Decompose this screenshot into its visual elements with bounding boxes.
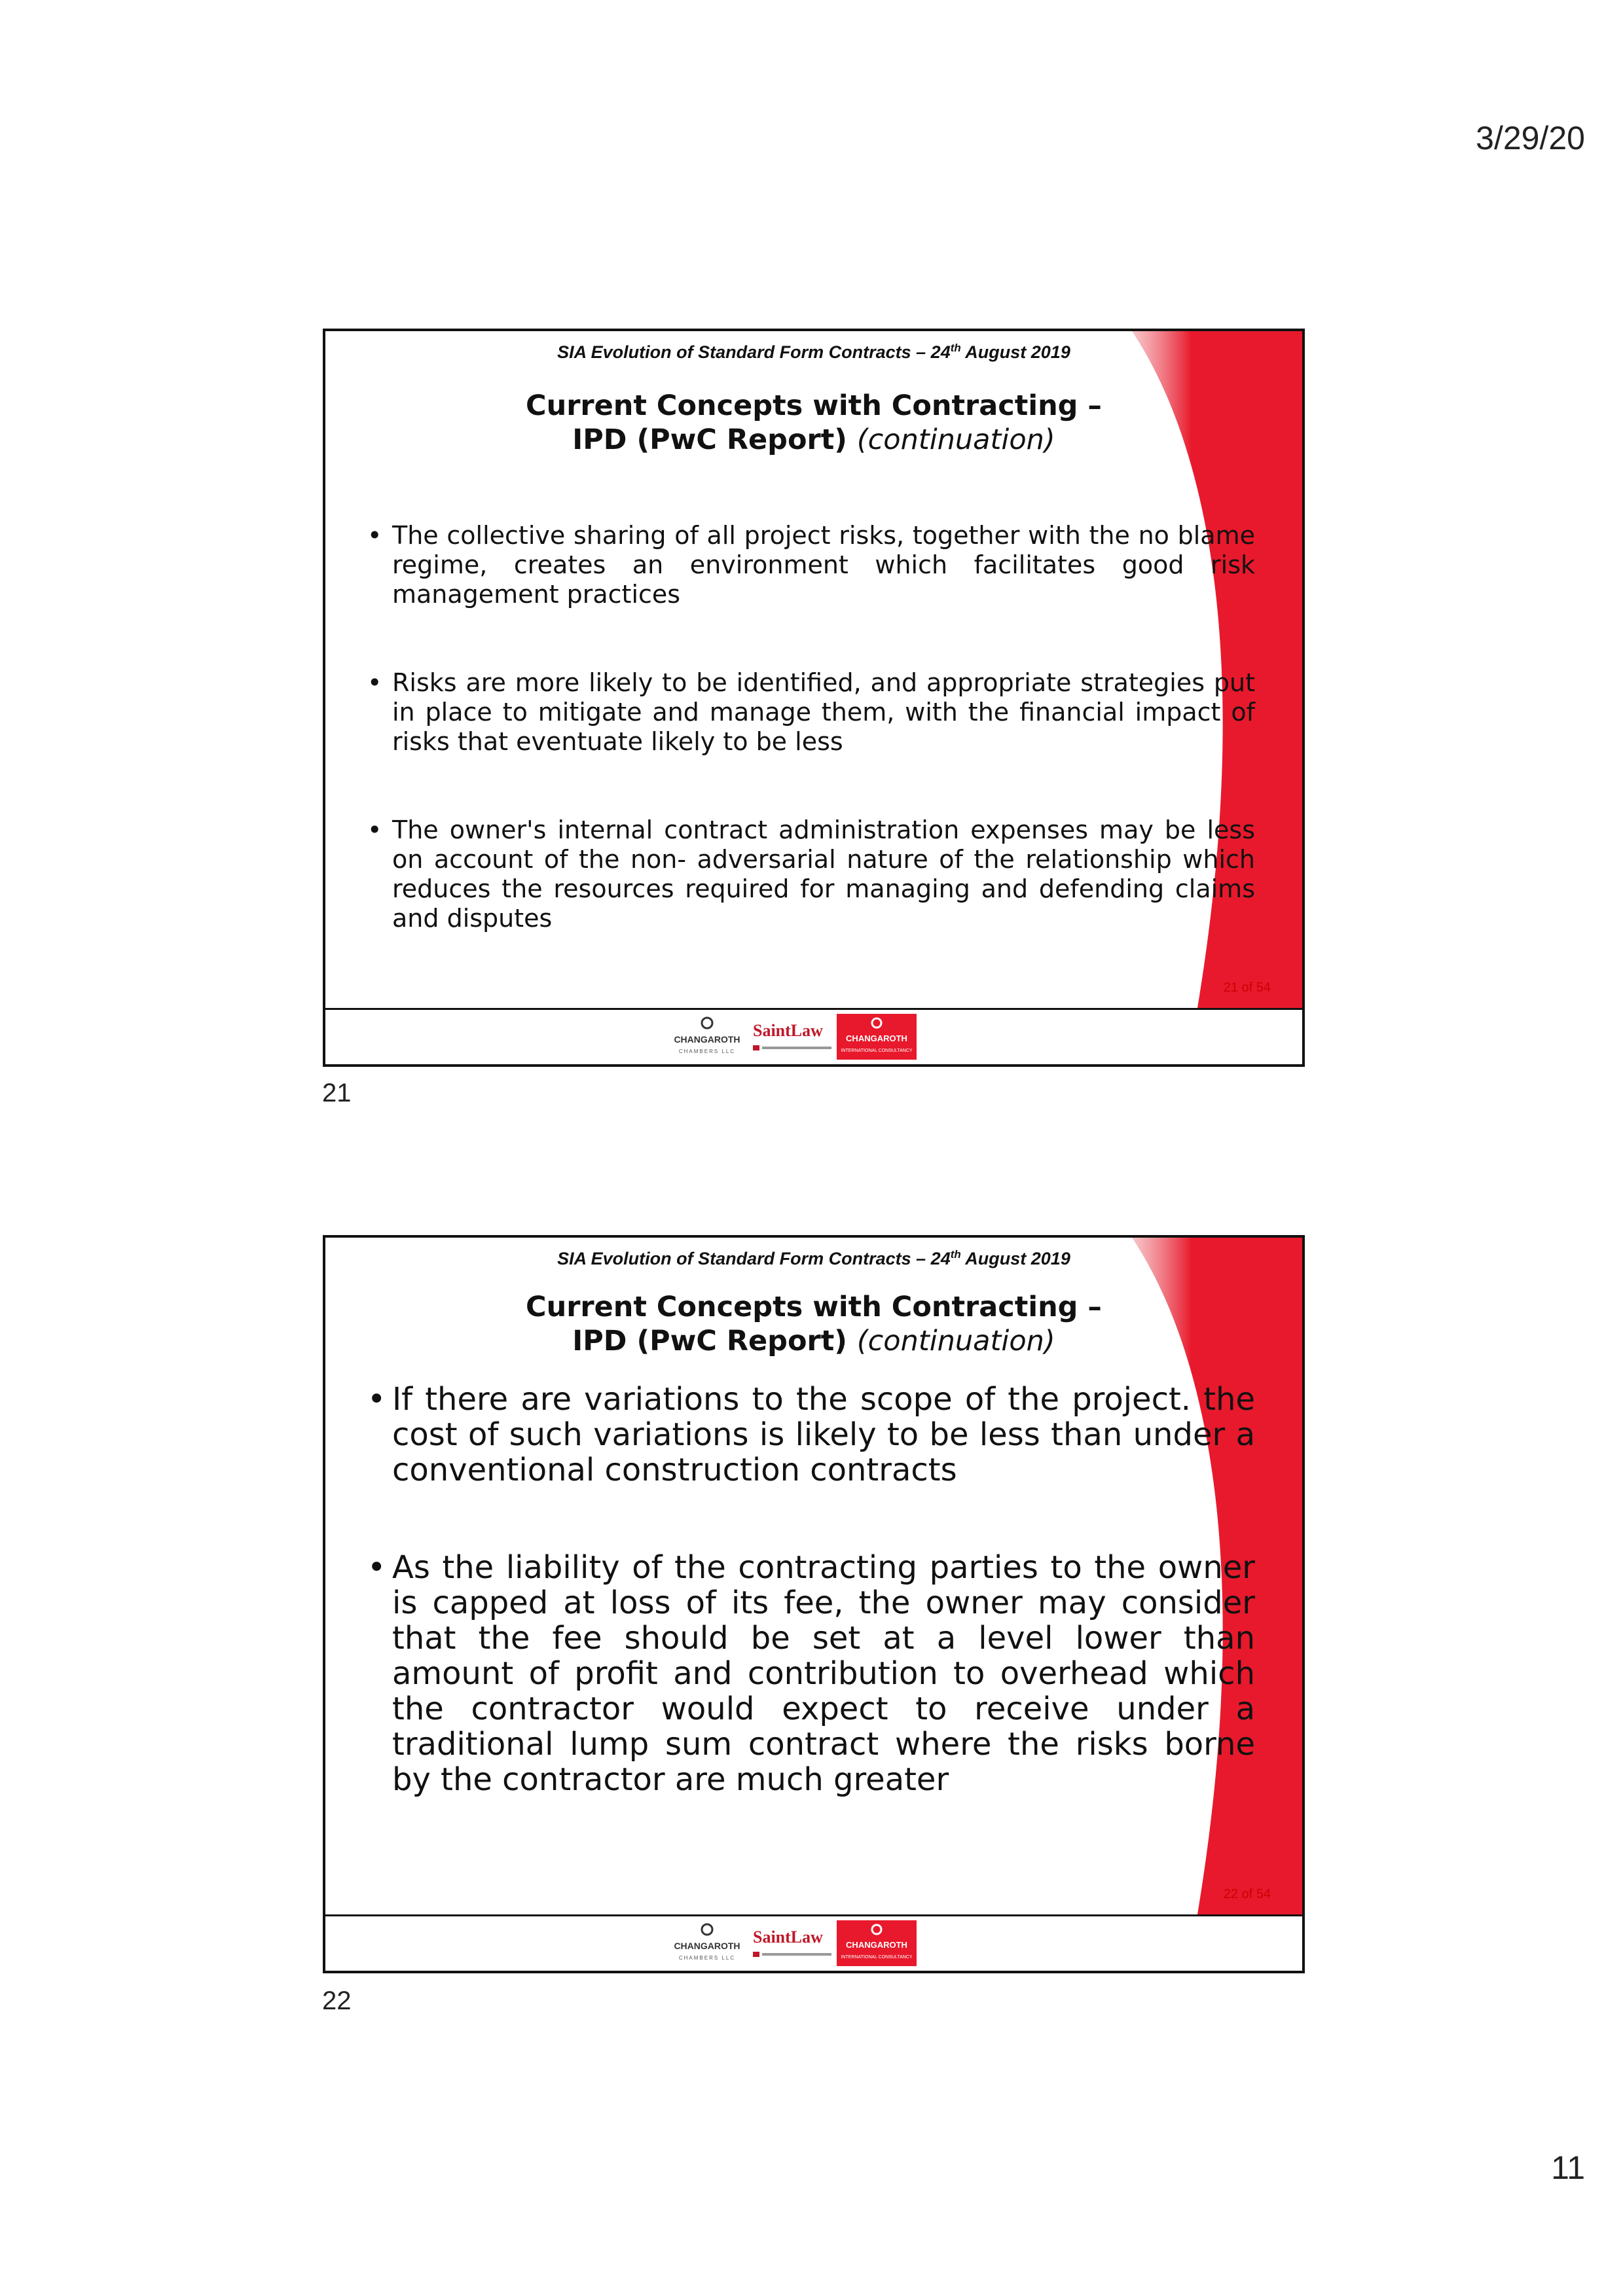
slide-counter: 22 of 54 [1223, 1887, 1271, 1901]
saintlaw-logo [753, 1021, 831, 1050]
bullet-list [367, 521, 1255, 992]
changaroth-chambers-logo [668, 1920, 746, 1966]
footer-logos [668, 1014, 917, 1060]
svg-text:SaintLaw: SaintLaw [753, 1021, 823, 1040]
footer-divider [325, 1008, 1302, 1010]
slide-21 [323, 329, 1305, 1067]
changaroth-international-logo [837, 1014, 917, 1060]
slide-counter: 21 of 54 [1223, 980, 1271, 995]
conference-title: SIA Evolution of Standard Form Contracts – 24th August 2019 [557, 1248, 1070, 1268]
changaroth-chambers-logo [668, 1014, 746, 1060]
changaroth-international-logo [837, 1920, 917, 1966]
svg-text:CHAMBERS LLC: CHAMBERS LLC [678, 1049, 736, 1054]
slide-title: Current Concepts with Contracting – IPD (PwC Report) (continuation) [526, 1291, 1102, 1357]
bullet-item: • If there are variations to the scope of the project. the cost of such variations is likely to be less than under a conventional construction contracts [367, 1381, 1255, 1488]
bullet-item: • Risks are more likely to be identified, and appropriate strategies put in place to mitigate and manage them, with the financial impact of risks that eventuate likely to be less [367, 668, 1255, 756]
page-number: 11 [1551, 2149, 1585, 2186]
bullet-list [367, 1382, 1255, 1859]
slide-caption: 21 [322, 1079, 352, 1107]
svg-text:CHANGAROTH: CHANGAROTH [846, 1033, 907, 1043]
svg-text:SaintLaw: SaintLaw [753, 1928, 823, 1946]
svg-text:INTERNATIONAL CONSULTANCY: INTERNATIONAL CONSULTANCY [841, 1049, 913, 1053]
saintlaw-logo [753, 1928, 831, 1957]
svg-text:CHAMBERS LLC: CHAMBERS LLC [678, 1955, 736, 1961]
slide-title: Current Concepts with Contracting – IPD (PwC Report) (continuation) [526, 389, 1102, 456]
page-date: 3/29/20 [1476, 120, 1585, 156]
footer-divider [325, 1914, 1302, 1916]
svg-text:CHANGAROTH: CHANGAROTH [674, 1941, 740, 1951]
footer-logos [668, 1920, 917, 1966]
bullet-item: • The owner's internal contract administration expenses may be less on account of the non- adversarial nature of the relationship which reduces the resources required for managing and defending claims and disputes [367, 816, 1255, 933]
slide-22 [323, 1235, 1305, 1973]
svg-text:CHANGAROTH: CHANGAROTH [674, 1034, 740, 1045]
slide-caption: 22 [322, 1986, 352, 2015]
svg-text:CHANGAROTH: CHANGAROTH [846, 1940, 907, 1950]
conference-title: SIA Evolution of Standard Form Contracts – 24th August 2019 [557, 342, 1070, 362]
svg-text:INTERNATIONAL CONSULTANCY: INTERNATIONAL CONSULTANCY [841, 1955, 913, 1960]
bullet-item: • The collective sharing of all project risks, together with the no blame regime, creates an environment which facilitates good risk management practices [367, 521, 1255, 609]
bullet-item: • As the liability of the contracting parties to the owner is capped at loss of its fee, the owner may consider that the fee should be set at a level lower than amount of profit and contribution to overhead which the contractor would expect to receive under a traditional lump sum contract where the risks borne by the contractor are much greater [367, 1549, 1255, 1798]
